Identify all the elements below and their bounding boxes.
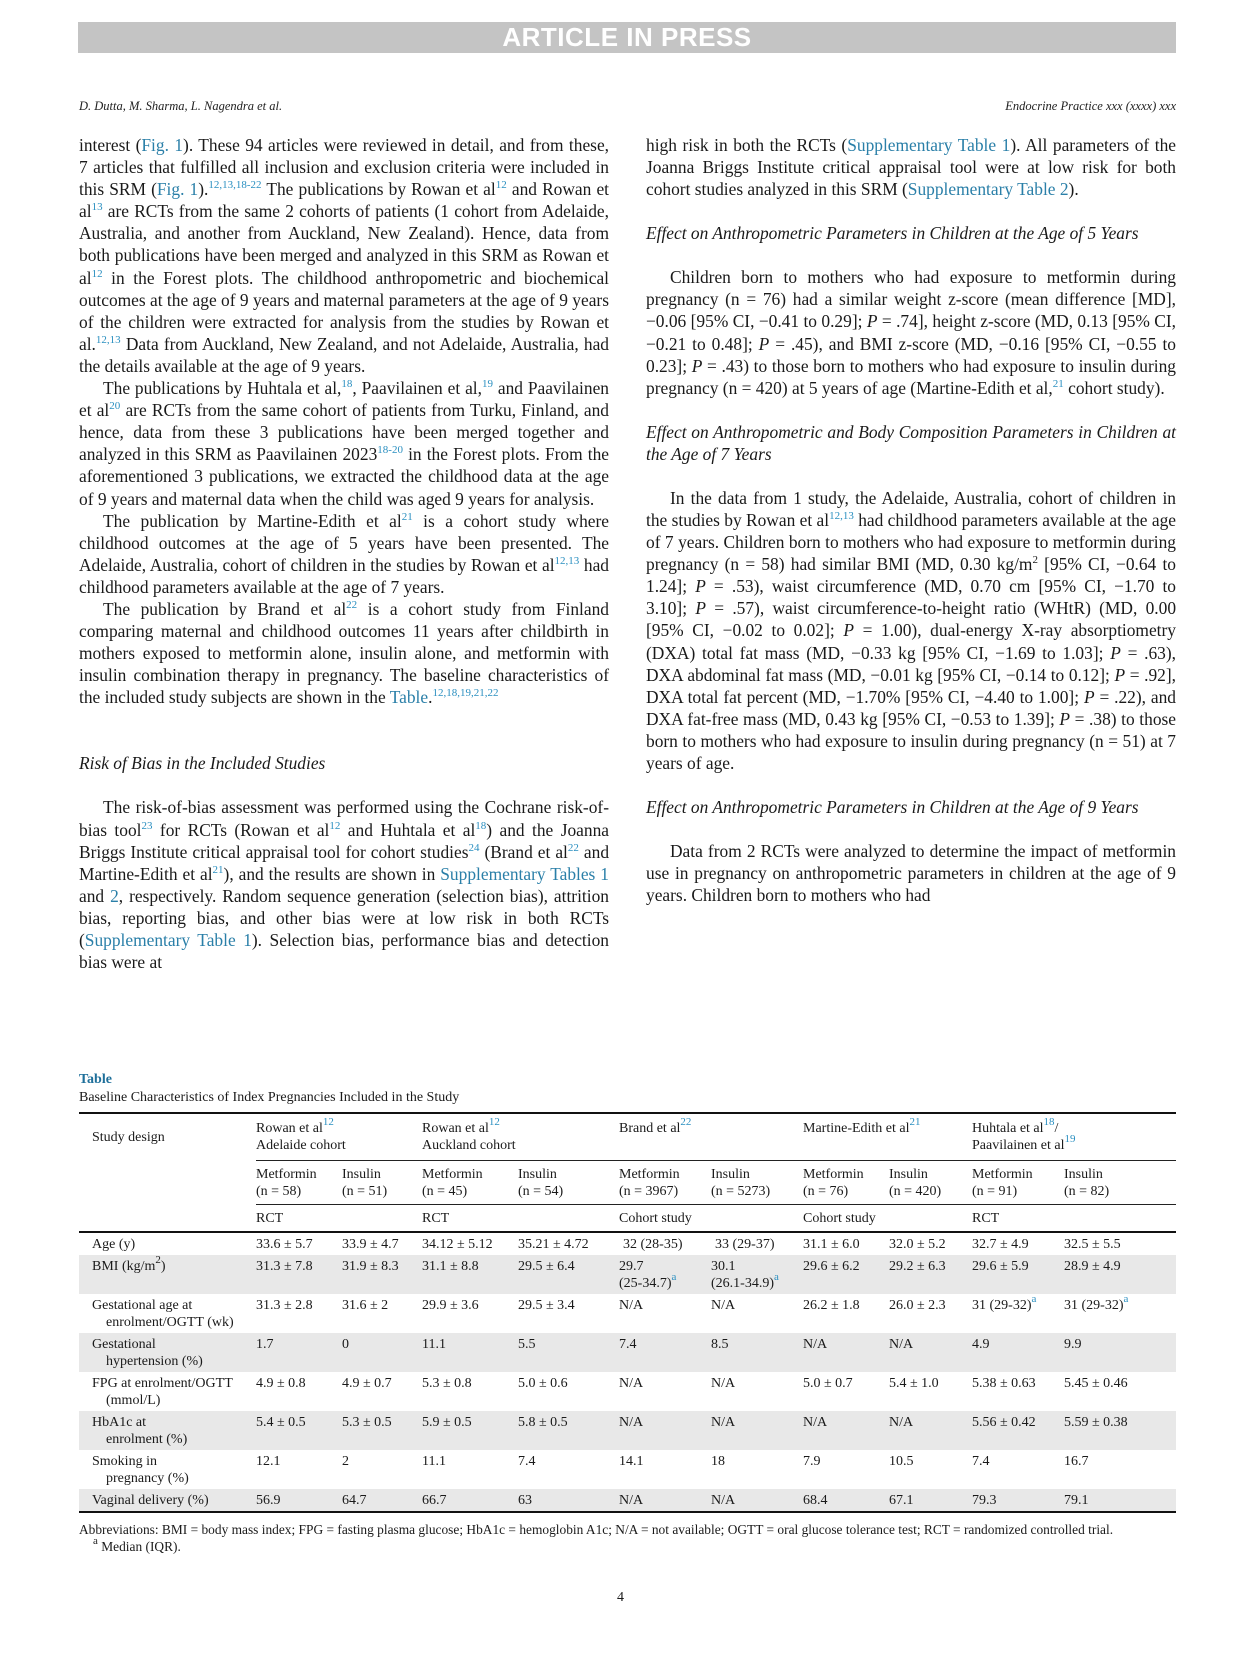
citation-link[interactable]: 22 — [567, 841, 579, 854]
table-link[interactable]: Table — [389, 687, 429, 708]
left-column — [79, 134, 609, 973]
table-row: BMI $(kg/m^2)$ 31.3 ± 7.8 31.9 ± 8.3 31.1 ± 8.8 29.5 ± 6.4 29.7 $(25-34.7)^a$ 30.1 $(26.1-34.9)^a$ 29.6 ± 6.2 29.2 ± 6.3 29.6 ± 5.9 28.9 ± 4.9 — [79, 1255, 1176, 1294]
citation-link[interactable]: 21 — [1052, 377, 1064, 390]
table-header-studies — [79, 1113, 1176, 1154]
section-heading-risk-of-bias: Risk of Bias in the Included Studies — [79, 753, 326, 774]
paragraph-age-7: In the data from 1 study, the Adelaide, Australia, cohort of children in the studies by Rowan et al$^{12,13}$ had childhood parameters available at the age of 7 years. Children born to mothers who had exposure to metformin during pregnancy (n = 58) had similar BMI (MD, 0.30 $kg/m^2$ [95% CI, −0.64 to 1.24]; P = .53), waist circumference (MD, 0.70 cm [95% CI, −1.70 to 3.10]; P = .57), waist circumference-to-height ratio (WHtR) (MD, 0.00 [95% CI, −0.02 to 0.02]; P = 1.00), dual-energy X-ray absorptiometry (DXA) total fat mass (MD, −0.33 kg [95% CI, −1.69 to 1.03]; P = .63), DXA abdominal fat mass (MD, −0.01 kg [95% CI, −0.14 to 0.12]; P = .92], DXA total fat percent (MD, −1.70% [95% CI, −4.40 to 1.00]; P = .22), and DXA fat-free mass (MD, 0.43 kg [95% CI, −0.53 to 1.39]; P = .38) to those born to mothers who had exposure to insulin during pregnancy (n = 51) at 7 years of age. — [646, 487, 1177, 773]
paragraph-risk-of-bias: The risk-of-bias assessment was performed using the Cochrane risk-of-bias tool$^{23}$ for RCTs (Rowan et $al^{12}$ and Huhtala et $al^{18}$) and the Joanna Briggs Institute critical appraisal tool for cohort studies$^{24}$ (Brand et $al^{22}$ and Martine-Edith et $al^{21}$), and the results are shown in Supplementary Tables 1 and 2, respectively. Random sequence generation (selection bias), attrition bias, reporting bias, and other bias were at low risk in both RCTs (Supplementary Table 1). Selection bias, performance bias and detection bias were at — [79, 797, 610, 973]
paragraph-martine-edith: The publication by Martine-Edith et $al^{21}$ is a cohort study where childhood outcomes at the age of 5 years have been presented. The Adelaide, Australia, cohort of children in the studies by Rowan et al$^{12,13}$ had childhood parameters available at the age of 7 years. — [79, 510, 609, 597]
abbreviations-note: Abbreviations: BMI = body mass index; FPG = fasting plasma glucose; HbA1c = hemoglobin A1c; N/A = not available; OGTT = oral glucose tolerance test; RCT = randomized controlled trial. — [79, 1521, 1114, 1537]
paragraph-risk-of-bias-cont: high risk in both the RCTs (Supplementary Table 1). All parameters of the Joanna Briggs Institute critical appraisal tool were at low risk for both cohort studies analyzed in this SRM (Supplementary Table 2). — [646, 135, 1176, 200]
study-design-label: Study design — [79, 1113, 256, 1154]
supplementary-table-link[interactable]: Supplementary Table 1 — [84, 930, 252, 950]
fig1-link[interactable]: Fig. 1 — [156, 179, 199, 200]
table-row: Gestational age at enrolment/OGTT (wk) 31.3 ± 2.8 31.6 ± 2 29.9 ± 3.6 29.5 ± 3.4 N/A N/A 26.2 ± 1.8 26.0 ± 2.3 31 $(29-32)^a$ 31 $(29-32)^a$ — [92, 1292, 1129, 1330]
supplementary-table-link[interactable]: Supplementary Table 1 — [847, 135, 1011, 155]
paragraph-study-selection: interest (Fig. 1). These 94 articles were reviewed in detail, and from these, 7 articles that fulfilled all inclusion and exclusion criteria were included in this SRM (Fig. 1).$^{12,13,18-22}$ The publications by Rowan et $al^{12}$ and Rowan et $al^{13}$ are RCTs from the same 2 cohorts of patients (1 cohort from Adelaide, Australia, and another from Auckland, New Zealand). Hence, data from both publications have been merged and analyzed in this SRM as Rowan et $al^{12}$ in the Forest plots. The childhood anthropometric and biochemical outcomes at the age of 9 years and maternal parameters at the age of 9 years of the children were extracted for analysis from the studies by Rowan et al.$^{12,13}$ Data from Auckland, New Zealand, and not Adelaide, Australia, had the details available at the age of 9 years. — [79, 135, 610, 376]
study-header: Huhtala et $al^{18}/$ Paavilainen et $al^{19}$ — [972, 1113, 1176, 1154]
table-footnotes — [79, 1521, 1176, 1555]
citation-link[interactable]: 21 — [212, 863, 224, 876]
citation-link[interactable]: 12,13 — [554, 554, 580, 567]
table-header-arms: Metformin Insulin Metformin Insulin Metformin Insulin Metformin Insulin Metformin Insulin — [256, 1166, 1103, 1182]
article-in-press-banner: ARTICLE IN PRESS — [78, 22, 1176, 53]
section-heading-age-9: Effect on Anthropometric Parameters in Children at the Age of 9 Years — [646, 797, 1139, 818]
section-heading-age-7: Effect on Anthropometric and Body Composition Parameters in Children at the Age of 7 Years — [646, 421, 1176, 464]
table-row: Smoking in pregnancy (%) 12.1 2 11.1 7.4 14.1 18 7.9 10.5 7.4 16.7 — [92, 1453, 1089, 1486]
right-column — [646, 134, 1176, 906]
table-row: Gestational hypertension (%) 1.7 0 11.1 5.5 7.4 8.5 N/A N/A 4.9 9.9 — [79, 1333, 1176, 1372]
citation-link[interactable]: 12 — [91, 267, 103, 280]
baseline-characteristics-table — [79, 1112, 1176, 1513]
baseline-table-block — [79, 1071, 1176, 1555]
fig1-link[interactable]: Fig. 1 — [141, 135, 184, 155]
citation-link[interactable]: 12 — [329, 819, 341, 832]
table-row: FPG at enrolment/OGTT (mmol/L) 4.9 ± 0.8 4.9 ± 0.7 5.3 ± 0.8 5.0 ± 0.6 N/A N/A 5.0 ± 0.7 5.4 ± 1.0 5.38 ± 0.63 5.45 ± 0.46 — [92, 1375, 1128, 1408]
table-row: HbA1c at enrolment (%) 5.4 ± 0.5 5.3 ± 0.5 5.9 ± 0.5 5.8 ± 0.5 N/A N/A N/A N/A 5.56 ± 0.42 5.59 ± 0.38 — [79, 1411, 1176, 1450]
paragraph-brand: The publication by Brand et $al^{22}$ is a cohort study from Finland comparing maternal and childhood outcomes 11 years after childbirth in mothers exposed to metformin alone, insulin alone, and metformin with insulin combination therapy in pregnancy. The baseline characteristics of the included study subjects are shown in the Table.$^{12,18,19,21,22}$ — [79, 598, 609, 708]
citation-link[interactable]: 20 — [109, 400, 121, 413]
running-head-journal: Endocrine Practice xxx (xxxx) xxx — [1005, 99, 1176, 113]
paragraph-huhtala: The publications by Huhtala et al,$^{18}$, Paavilainen et al,$^{19}$ and Paavilainen et $al^{20}$ are RCTs from the same cohort of patients from Turku, Finland, and hence, data from these 3 publications have been merged together and analyzed in this SRM as Paavilainen 2023$^{18-20}$ in the Forest plots. From the aforementioned 3 publications, we extracted the childhood data at the age of 9 years and maternal data when the child was aged 9 years for analysis. — [79, 378, 610, 509]
study-header: Rowan et $al^{12}$ Adelaide cohort — [256, 1113, 422, 1154]
supplementary-table-link[interactable]: Supplementary Tables 1 — [440, 863, 609, 884]
citation-link[interactable]: 19 — [481, 378, 493, 391]
table-header-design: RCT RCT Cohort study Cohort study RCT — [79, 1204, 1176, 1232]
citation-link[interactable]: 18 — [475, 819, 487, 832]
citation-link[interactable]: 12,13,18-22 — [208, 179, 262, 192]
citation-link[interactable]: 18-20 — [377, 444, 403, 457]
citation-link[interactable]: 13 — [91, 201, 103, 214]
citation-link[interactable]: 12,13 — [95, 333, 121, 346]
study-header: Rowan et $al^{12}$ Auckland cohort — [422, 1113, 619, 1154]
table-label: Table — [79, 1072, 112, 1087]
supplementary-table-link[interactable]: 2 — [110, 885, 119, 906]
study-header: Brand et $al^{22}$ — [619, 1113, 803, 1154]
table-caption: Baseline Characteristics of Index Pregnancies Included in the Study — [79, 1090, 460, 1105]
supplementary-table-link[interactable]: Supplementary Table 2 — [907, 179, 1069, 200]
table-row: Age (y) 33.6 ± 5.7 33.9 ± 4.7 34.12 ± 5.12 35.21 ± 4.72 32 (28-35) 33 (29-37) 31.1 ± 6.0 32.0 ± 5.2 32.7 ± 4.9 32.5 ± 5.5 — [92, 1236, 1121, 1252]
table-header-n: (n = 58) (n = 51) (n = 45) (n = 54) (n = 3967) (n = 5273) (n = 76) (n = 420) (n = 91) (n = 82) — [79, 1183, 1176, 1205]
citation-link[interactable]: 18 — [341, 378, 353, 391]
footnote-a: $^a$ Median (IQR). — [93, 1534, 181, 1554]
citation-link[interactable]: 23 — [141, 819, 153, 832]
citation-link[interactable]: 12,18,19,21,22 — [432, 687, 499, 700]
paragraph-age-5: Children born to mothers who had exposure to metformin during pregnancy (n = 76) had a similar weight z-score (mean difference [MD], −0.06 [95% CI, −0.41 to 0.29]; P = .74], height z-score (MD, 0.13 [95% CI, −0.21 to 0.48]; P = .45), and BMI z-score (MD, −0.16 [95% CI, −0.55 to 0.23]; P = .43) to those born to mothers who had exposure to insulin during pregnancy (n = 420) at 5 years of age (Martine-Edith et al,$^{21}$ cohort study). — [646, 267, 1177, 398]
running-head-authors: D. Dutta, M. Sharma, L. Nagendra et al. — [79, 99, 283, 113]
citation-link[interactable]: 12 — [495, 179, 507, 192]
table-row: Vaginal delivery (%) 56.9 64.7 66.7 63 N/A N/A 68.4 67.1 79.3 79.1 — [79, 1489, 1176, 1512]
page-number: 4 — [617, 1590, 624, 1605]
citation-link[interactable]: 12,13 — [829, 509, 854, 522]
citation-link[interactable]: 21 — [401, 510, 413, 523]
section-heading-age-5: Effect on Anthropometric Parameters in Children at the Age of 5 Years — [646, 223, 1139, 244]
citation-link[interactable]: 24 — [468, 841, 480, 854]
study-header: Martine-Edith et $al^{21}$ — [803, 1113, 972, 1154]
paragraph-age-9: Data from 2 RCTs were analyzed to determine the impact of metformin use in pregnancy on anthropometric parameters in children at the age of 9 years. Children born to mothers who had — [646, 841, 1176, 906]
citation-link[interactable]: 22 — [346, 598, 358, 611]
